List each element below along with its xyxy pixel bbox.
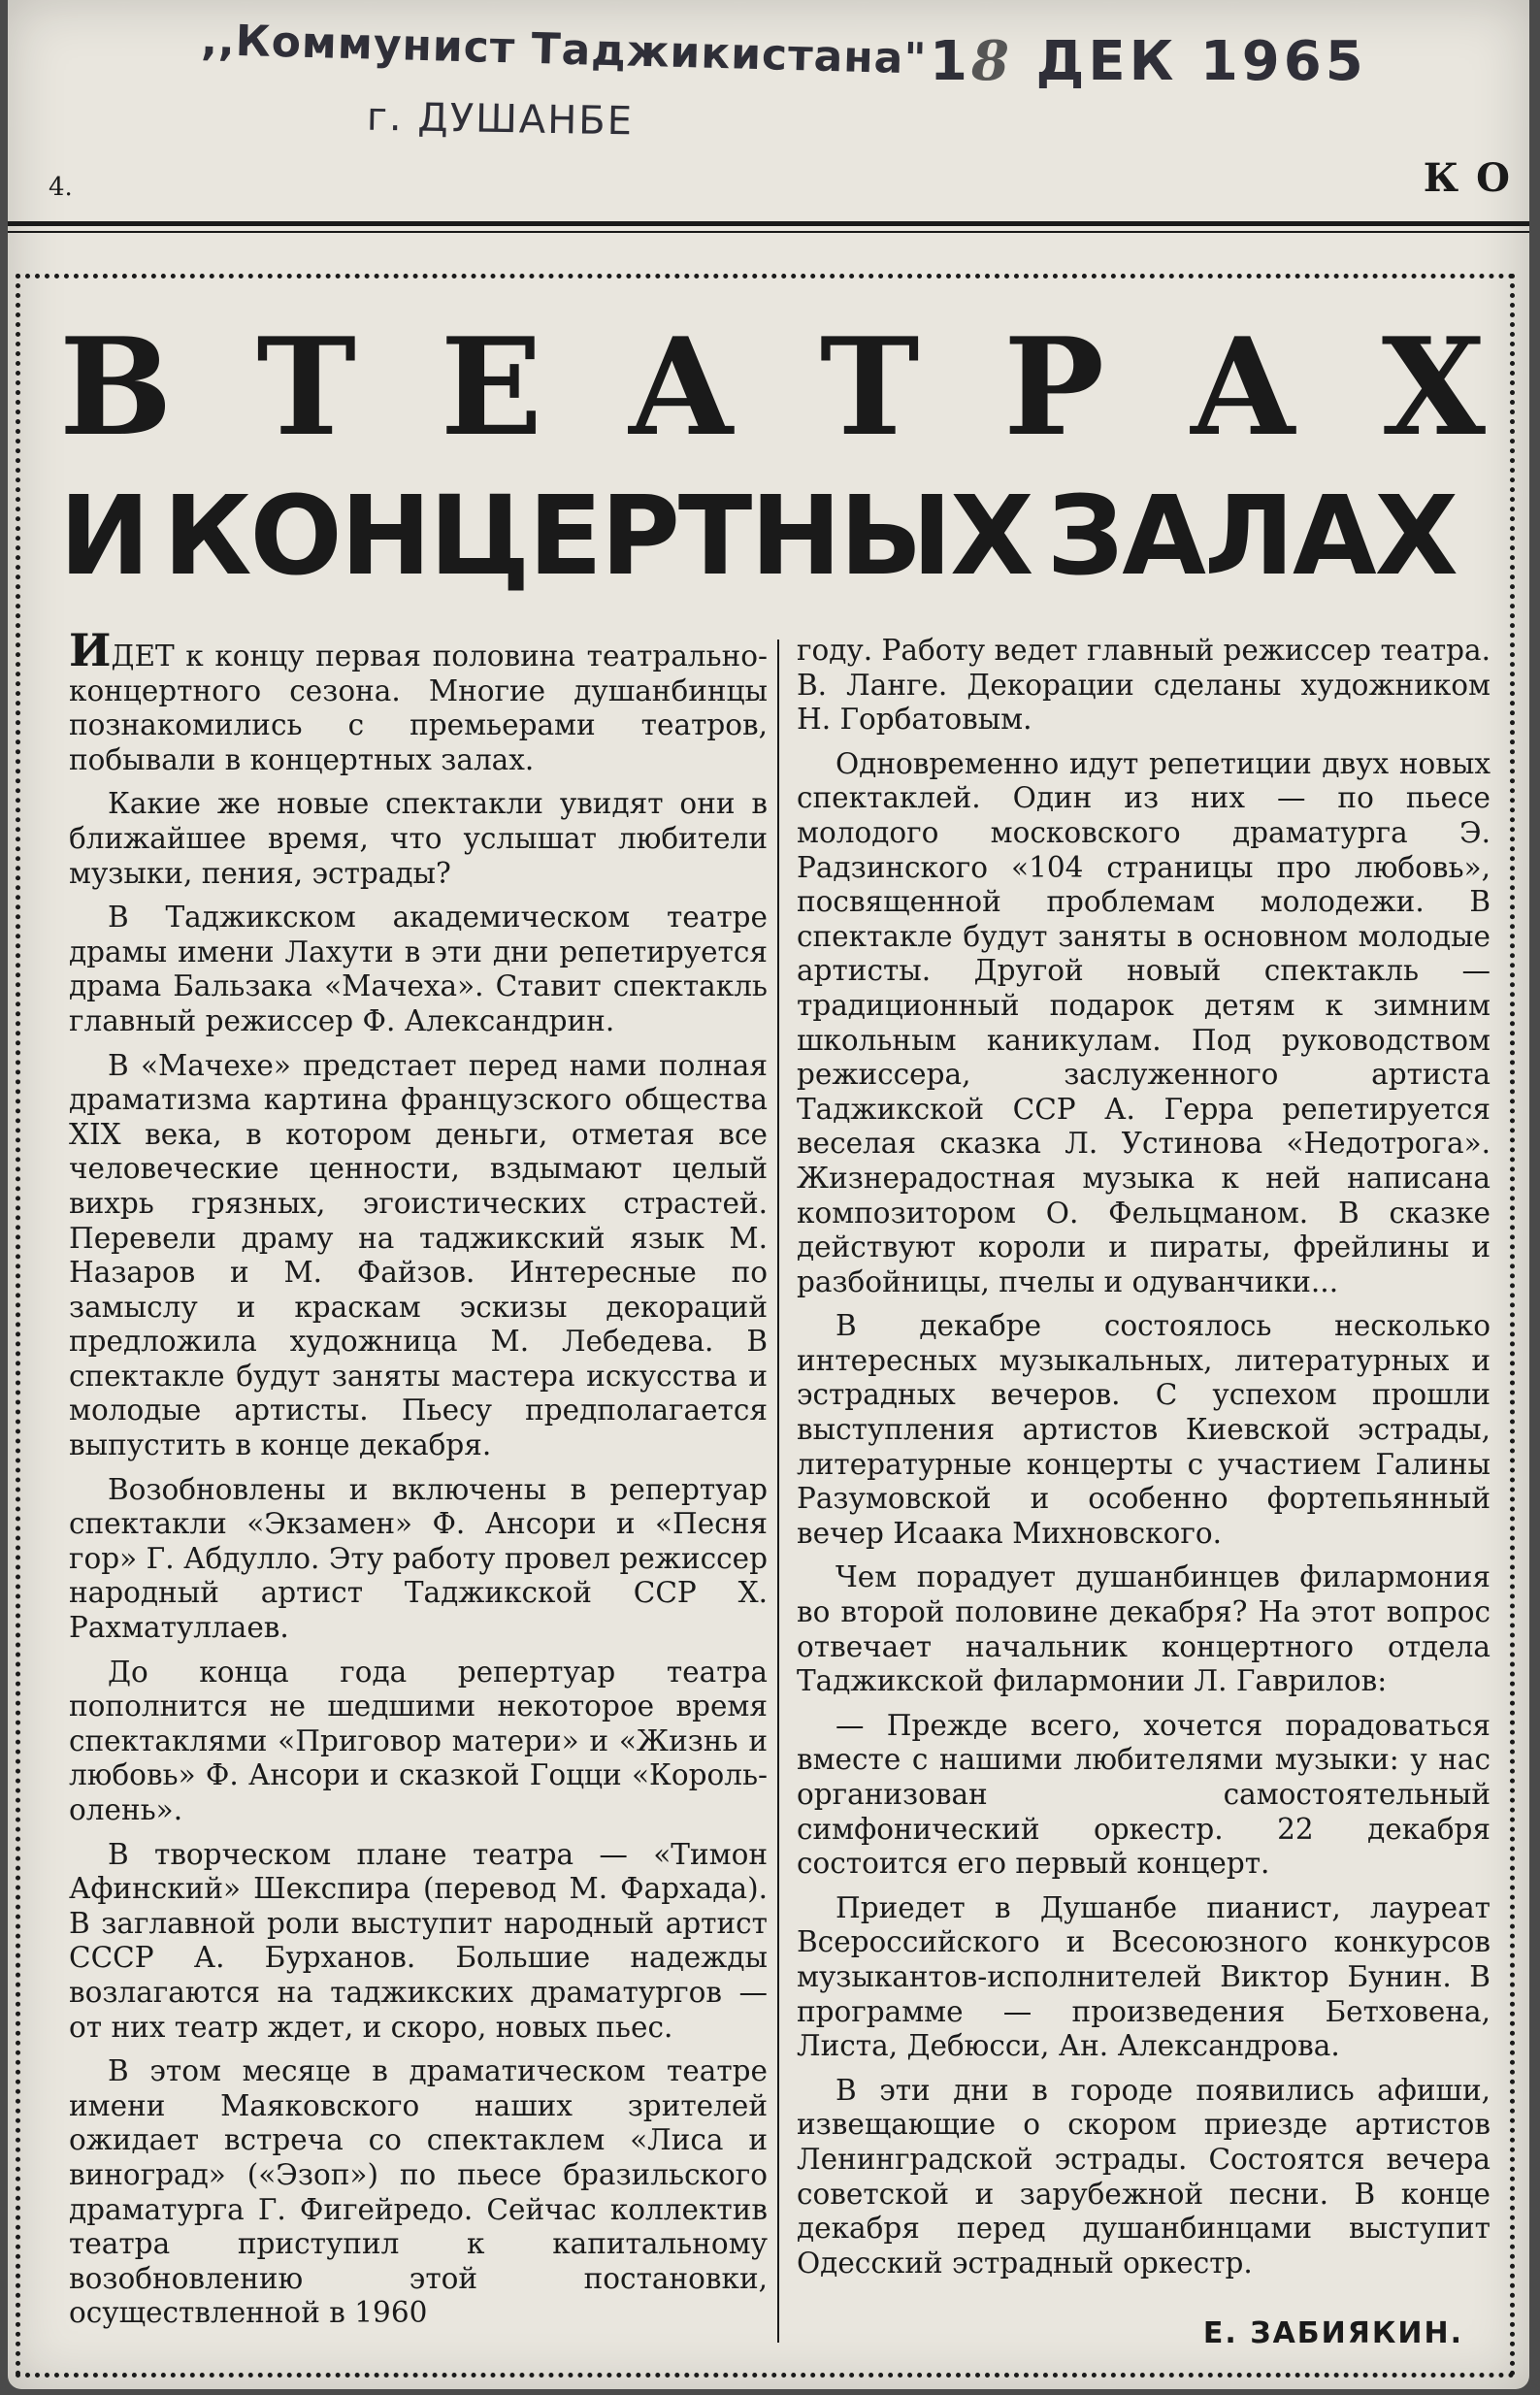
header-rule-thick	[8, 221, 1529, 226]
lead-paragraph	[69, 624, 768, 777]
headline-letter: В	[59, 308, 173, 466]
newspaper-clipping	[8, 0, 1529, 2389]
paragraph: В эти дни в городе появились афиши, извещающие о скором приезде артистов Ленинградской эстрады. Состоятся вечера советской и зарубежной песни. В конце декабря перед душанбинцами выступит Одесский эстрадный оркестр.	[797, 2073, 1491, 2280]
headline-letter: Т	[256, 308, 357, 466]
paragraph-continuation: году. Работу ведет главный режиссер театра. В. Ланге. Декорации сделаны художником Н. Горбатовым.	[797, 634, 1491, 737]
drop-cap: И	[69, 624, 112, 676]
article-box	[16, 274, 1515, 2378]
article-column-left	[69, 624, 768, 2331]
paragraph: Одновременно идут репетиции двух новых спектаклей. Один из них — по пьесе молодого московского драматурга Э. Радзинского «104 страницы про любовь», посвященной проблемам молодежи. В спектакле будут заняты в основном молодые артисты. Другой новый спектакль — традиционный подарок детям к зимним школьным каникулам. Под руководством режиссера, заслуженного артиста Таджикской ССР А. Герра репетируется веселая сказка Л. Устинова «Недотрога». Жизнерадостная музыка к ней написана композитором О. Фельцманом. В сказке действуют короли и пираты, фрейлины и разбойницы, пчелы и одуванчики...	[797, 746, 1491, 1298]
header-rule-thin	[8, 231, 1529, 233]
article-column-right	[797, 634, 1491, 2280]
paragraph: В этом месяце в драматическом театре имени Маяковского наших зрителей ожидает встреча со спектаклем «Лиса и виноград» («Эзоп») по пьесе бразильского драматурга Г. Фигейредо. Сейчас коллектив театра приступил к капитальному возобновлению этой постановки, осуществленной в 1960	[69, 2054, 768, 2330]
headline-word: И	[59, 474, 148, 600]
paragraph: Чем порадует душанбинцев филармония во второй половине декабря? На этот вопрос отвечает начальник концертного отдела Таджикской филармонии Л. Гаврилов:	[797, 1560, 1491, 1698]
headline-letter: А	[626, 308, 737, 466]
paragraph: В творческом плане театра — «Тимон Афинский» Шекспира (перевод М. Фархада). В заглавной роли выступит народный артист СССР А. Бурханов. Большие надежды возлагаются на таджикских драматургов — от них театр ждет, и скоро, новых пьес.	[69, 1837, 768, 2044]
paragraph: В «Мачехе» предстает перед нами полная драматизма картина французского общества XIX века, в котором деньги, отметая все человеческие ценности, вздымают целый вихрь грязных, эгоистических страстей. Перевели драму на таджикский язык М. Назаров и М. Файзов. Интересные по замыслу и краскам эскизы декораций предложила художница М. Лебедева. В спектакле будут заняты мастера искусства и молодые артисты. Пьесу предполагается выпустить в конце декабря.	[69, 1048, 768, 1462]
stamp-date-day: 1	[930, 30, 971, 93]
stamp-date	[930, 29, 1367, 93]
paragraph: В декабре состоялось несколько интересных музыкальных, литературных и эстрадных вечеров. С успехом прошли выступления артистов Киевской эстрады, литературные концерты с участием Галины Разумовской и особенно фортепьянный вечер Исаака Михновского.	[797, 1309, 1491, 1550]
headline-word: КОНЦЕРТНЫХ	[162, 474, 1032, 600]
page-number: 4.	[49, 173, 73, 202]
headline-line-2	[59, 474, 1457, 600]
headline-letter: Е	[440, 308, 542, 466]
column-divider	[777, 640, 779, 2343]
masthead-fragment: КО	[1423, 155, 1527, 201]
stamp-date-day-handwritten: 8	[970, 29, 1013, 93]
headline-line-1	[59, 308, 1486, 466]
headline-word: ЗАЛАХ	[1046, 474, 1457, 600]
paragraph: Какие же новые спектакли увидят они в ближайшее время, что услышат любители музыки, пения, эстрады?	[69, 787, 768, 890]
lead-text: ДЕТ к концу первая половина театрально-концертного сезона. Многие душанбинцы познакомились с премьерами театров, побывали в концертных залах.	[69, 640, 768, 776]
stamp-newspaper-name: ,,Коммунист Таджикистана"	[200, 16, 928, 84]
paragraph: Возобновлены и включены в репертуар спектакли «Экзамен» Ф. Ансори и «Песня гор» Г. Абдулло. Эту работу провел режиссер народный артист Таджикской ССР Х. Рахматуллаев.	[69, 1472, 768, 1645]
paragraph: — Прежде всего, хочется порадоваться вместе с нашими любителями музыки: у нас организован самостоятельный симфонический оркестр. 22 декабря состоится его первый концерт.	[797, 1708, 1491, 1881]
stamp-date-month-year: ДЕК 1965	[1035, 30, 1367, 93]
paragraph: В Таджикском академическом театре драмы имени Лахути в эти дни репетируется драма Бальзака «Мачеха». Ставит спектакль главный режиссер Ф. Александрин.	[69, 901, 768, 1037]
headline-letter: Р	[1003, 308, 1105, 466]
paragraph: До конца года репертуар театра пополнится не шедшими некоторое время спектаклями «Приговор матери» и «Жизнь и любовь» Ф. Ансори и сказкой Гоцци «Король-олень».	[69, 1655, 768, 1826]
headline-letter: А	[1188, 308, 1298, 466]
stamp-city: г. ДУШАНБЕ	[366, 94, 635, 145]
headline-letter: Х	[1381, 308, 1486, 466]
paragraph: Приедет в Душанбе пианист, лауреат Всероссийского и Всесоюзного конкурсов музыкантов-исполнителей Виктор Бунин. В программе — произведения Бетховена, Листа, Дебюсси, Ан. Александрова.	[797, 1890, 1491, 2063]
author-signature: Е. ЗАБИЯКИН.	[1202, 2316, 1463, 2350]
headline-letter: Т	[819, 308, 920, 466]
